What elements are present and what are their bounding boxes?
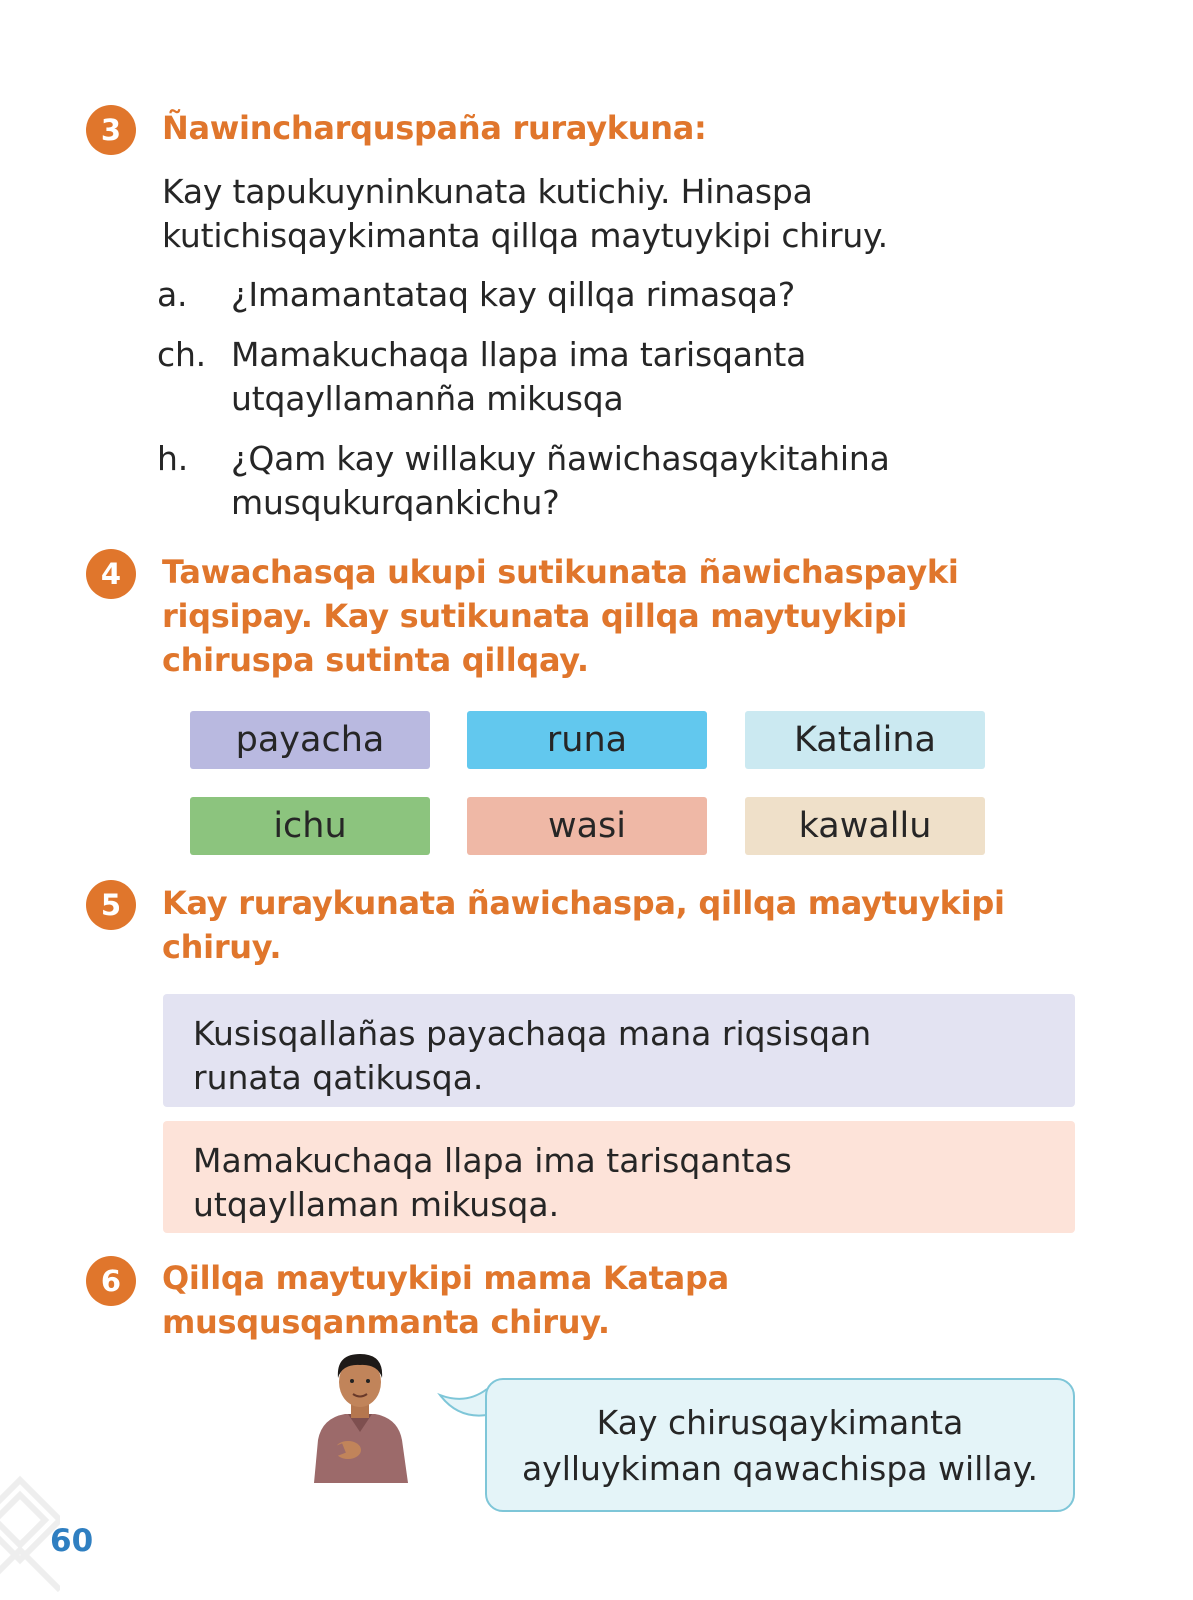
section-6-heading (162, 1256, 1082, 1344)
sentence-box-1 (163, 994, 1075, 1107)
instruction-line: Kay tapukuyninkunata kutichiy. Hinaspa (162, 172, 813, 211)
question-line: ¿Qam kay willakuy ñawichasqaykitahina (231, 439, 890, 478)
section-number-5: 5 (86, 880, 136, 930)
boy-illustration (300, 1348, 420, 1483)
word-card-payacha: payacha (190, 711, 430, 769)
question-label: h. (157, 439, 189, 478)
question-text (231, 273, 1051, 317)
heading-line: chiruy. (162, 928, 282, 966)
question-text (231, 437, 1051, 525)
sentence-line: Mamakuchaqa llapa ima tarisqantas (193, 1141, 792, 1180)
question-line: ¿Imamantataq kay qillqa rimasqa? (231, 275, 796, 314)
question-line: utqayllamanña mikusqa (231, 379, 624, 418)
section-5-heading (162, 881, 1082, 969)
sentence-line: runata qatikusqa. (193, 1058, 484, 1097)
heading-line: Qillqa maytuykipi mama Katapa (162, 1259, 729, 1297)
question-line: Mamakuchaqa llapa ima tarisqanta (231, 335, 807, 374)
question-a (157, 273, 1057, 323)
speech-line: Kay chirusqaykimanta (596, 1403, 964, 1442)
speech-line: aylluykiman qawachispa willay. (521, 1449, 1039, 1488)
heading-line: Kay ruraykunata ñawichaspa, qillqa maytuykipi (162, 884, 1005, 922)
section-number-4: 4 (86, 549, 136, 599)
question-h (157, 437, 1057, 532)
sentence-line: Kusisqallañas payachaqa mana riqsisqan (193, 1014, 872, 1053)
page-number: 60 (50, 1523, 94, 1559)
word-card-wasi: wasi (467, 797, 707, 855)
instruction-line: kutichisqaykimanta qillqa maytuykipi chiruy. (162, 216, 888, 255)
word-card-katalina: Katalina (745, 711, 985, 769)
word-card-runa: runa (467, 711, 707, 769)
heading-line: musqusqanmanta chiruy. (162, 1303, 610, 1341)
sentence-line: utqayllaman mikusqa. (193, 1185, 560, 1224)
speech-bubble-tail (436, 1383, 490, 1423)
section-3-instructions (162, 170, 1062, 258)
question-label: a. (157, 275, 188, 314)
word-card-ichu: ichu (190, 797, 430, 855)
heading-line: Tawachasqa ukupi sutikunata ñawichaspayki (162, 553, 959, 591)
speech-bubble (485, 1378, 1075, 1512)
heading-line: riqsipay. Kay sutikunata qillqa maytuykipi (162, 597, 908, 635)
heading-line: chiruspa sutinta qillqay. (162, 641, 589, 679)
question-text (231, 333, 1051, 421)
question-label: ch. (157, 335, 206, 374)
question-ch (157, 333, 1057, 428)
section-number-6: 6 (86, 1256, 136, 1306)
question-line: musqukurqankichu? (231, 483, 560, 522)
word-card-kawallu: kawallu (745, 797, 985, 855)
section-3-heading: Ñawincharquspaña ruraykuna: (162, 109, 707, 147)
sentence-box-2 (163, 1121, 1075, 1233)
section-number-3: 3 (86, 105, 136, 155)
section-4-heading (162, 550, 1082, 682)
